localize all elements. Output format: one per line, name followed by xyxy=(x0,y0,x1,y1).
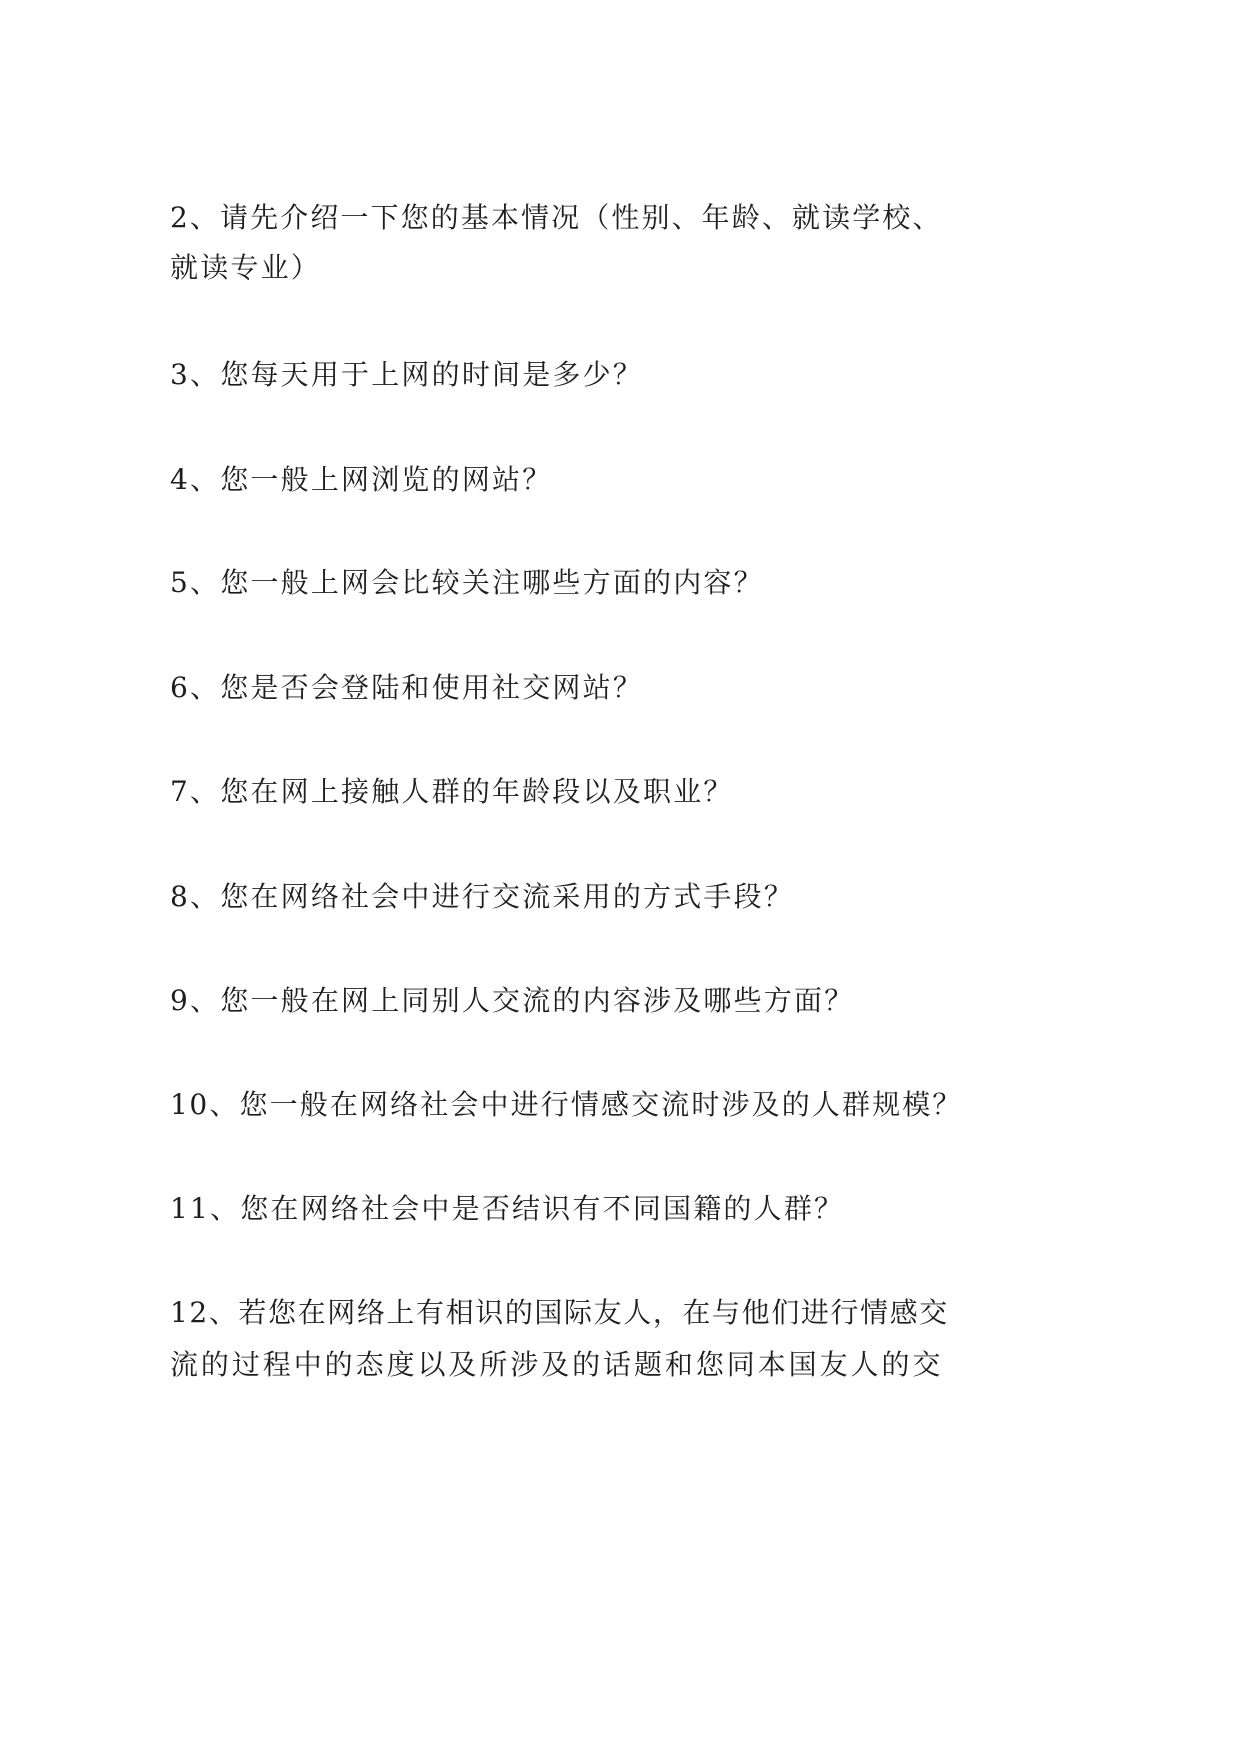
question-10: 10、您一般在网络社会中进行情感交流时涉及的人群规模？ xyxy=(170,1088,962,1121)
question-8: 8、您在网络社会中进行交流采用的方式手段？ xyxy=(170,880,795,913)
question-6: 6、您是否会登陆和使用社交网站？ xyxy=(170,671,644,704)
question-2-line-2: 就读专业） xyxy=(170,251,322,284)
question-9: 9、您一般在网上同别人交流的内容涉及哪些方面？ xyxy=(170,984,855,1017)
question-4: 4、您一般上网浏览的网站？ xyxy=(170,463,553,496)
question-11: 11、您在网络社会中是否结识有不同国籍的人群？ xyxy=(170,1192,845,1225)
question-2-line-1: 2、请先介绍一下您的基本情况（性别、年龄、就读学校、 xyxy=(170,201,942,234)
question-7: 7、您在网上接触人群的年龄段以及职业？ xyxy=(170,775,734,808)
question-5: 5、您一般上网会比较关注哪些方面的内容？ xyxy=(170,566,764,599)
question-12-line-1: 12、若您在网络上有相识的国际友人，在与他们进行情感交 xyxy=(170,1296,949,1329)
question-3: 3、您每天用于上网的时间是多少？ xyxy=(170,358,644,391)
question-12-line-2: 流的过程中的态度以及所涉及的话题和您同本国友人的交 xyxy=(170,1348,942,1381)
